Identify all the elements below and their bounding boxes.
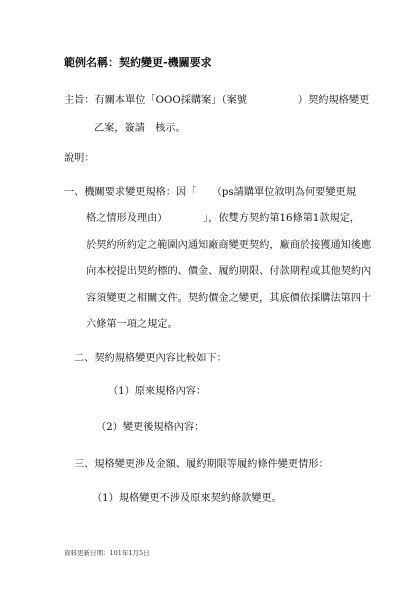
section1-line-1: 一、機關要求變更規格：因「 （ps請購單位敘明為何要變更規 bbox=[64, 187, 356, 198]
section3-heading: 三、規格變更涉及金額、履約期限等履約條件變更情形： bbox=[74, 459, 329, 470]
section1-line-3: 於契約所約定之範圍內通知廠商變更契約，廠商於接獲通知後應 bbox=[86, 240, 372, 251]
section2-item-2: （2）變更後規格內容： bbox=[96, 422, 205, 433]
section2-item-1: （1）原來規格內容： bbox=[108, 386, 207, 397]
document-title: 範例名稱：契約變更-機關要求 bbox=[64, 56, 212, 69]
section1-line-5: 容須變更之相關文件。契約價金之變更，其底價依採購法第四十 bbox=[86, 293, 372, 304]
section1-line-2: 格之情形及理由） 」，依雙方契約第16條第1款規定， bbox=[86, 213, 361, 224]
subject-line-1: 主旨：有關本單位「OOO採購案」（案號 ）契約規格變更 bbox=[64, 95, 370, 106]
section1-line-6: 六條第一項之規定。 bbox=[86, 319, 178, 330]
section3-item-1: （1）規格變更不涉及原來契約條款變更。 bbox=[92, 493, 282, 504]
section2-heading: 二、契約規格變更內容比較如下： bbox=[74, 353, 227, 364]
subject-line-2: 乙案，簽請 核示。 bbox=[94, 123, 186, 134]
explanation-label: 說明： bbox=[64, 153, 95, 164]
footer-update-date: 資料更新日期：101年1月5日 bbox=[64, 549, 150, 557]
section1-line-4: 向本校提出契約標的、價金、履約期限、付款期程或其他契約內 bbox=[86, 266, 372, 277]
